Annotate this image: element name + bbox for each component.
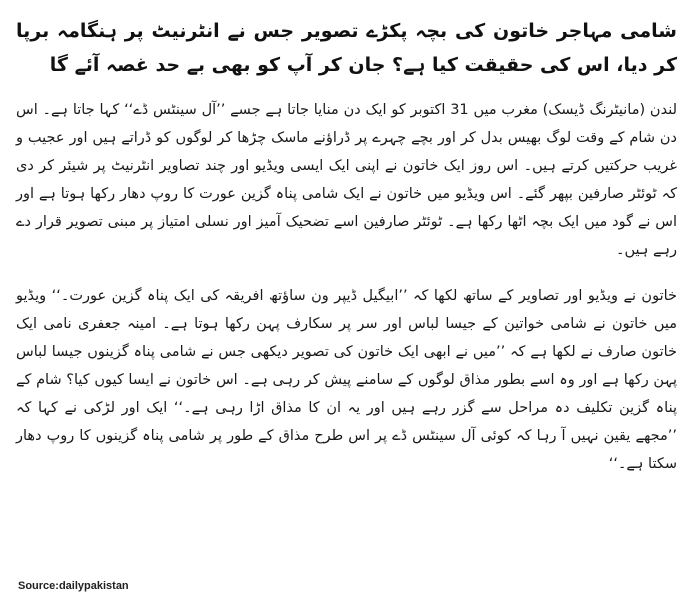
source-credit: Source:dailypakistan: [18, 580, 129, 592]
article-headline: شامی مہاجر خاتون کی بچہ پکڑے تصویر جس نے انٹرنیٹ پر ہنگامہ برپا کر دیا، اس کی حقیقت کیا ہے؟ جان کر آپ کو بھی بے حد غصہ آئے گا: [16, 20, 677, 76]
article-paragraph-2: خاتون نے ویڈیو اور تصاویر کے ساتھ لکھا کہ ’’ابیگیل ڈیپر ون ساؤتھ افریقہ کی ایک پناہ گزین عورت۔‘‘ ویڈیو میں خاتون نے شامی خواتین کے جیسا لباس اور سر پر سکارف پہن رکھا ہوتا ہے۔ امینہ جعفری نامی ایک خاتون صارف نے لکھا ہے کہ ’’میں نے ابھی ایک خاتون کی تصویر دیکھی جس نے شامی پناہ گزینوں جیسا لباس پہن رکھا ہے اور وہ اسے بطور مذاق لوگوں کے سامنے پیش کر رہی ہے۔ اس خاتون نے ایسا کیوں کیا؟ شام کے پناہ گزین تکلیف دہ مراحل سے گزر رہے ہیں اور یہ ان کا مذاق اڑا رہی ہے۔‘‘ ایک اور لڑکی نے کہا کہ ’’مجھے یقین نہیں آ رہا کہ کوئی آل سینٹس ڈے پر اس طرح مذاق کے طور پر شامی پناہ گزینوں کا روپ دھار سکتا ہے۔‘‘: [16, 288, 677, 472]
article-paragraph-1: لندن (مانیٹرنگ ڈیسک) مغرب میں 31 اکتوبر کو ایک دن منایا جاتا ہے جسے ’’آل سینٹس ڈے‘‘ کہا جاتا ہے۔ اس دن شام کے وقت لوگ بھیس بدل کر اور بچے چہرے پر ڈراؤنے ماسک چڑھا کر لوگوں کو ڈراتے ہیں اور عجیب و غریب حرکتیں کرتے ہیں۔ اس روز ایک خاتون نے اپنی ایک ایسی ویڈیو اور چند تصاویر انٹرنیٹ پر شیئر کر دی کہ ٹوئٹر صارفین بپھر گئے۔ اس ویڈیو میں خاتون نے ایک شامی پناہ گزین عورت کا روپ دھار رکھا ہوتا ہے اور اس نے گود میں ایک بچہ اٹھا رکھا ہے۔ ٹوئٹر صارفین اسے تضحیک آمیز اور نسلی امتیاز پر مبنی تصویر قرار دے رہے ہیں۔: [16, 102, 677, 258]
